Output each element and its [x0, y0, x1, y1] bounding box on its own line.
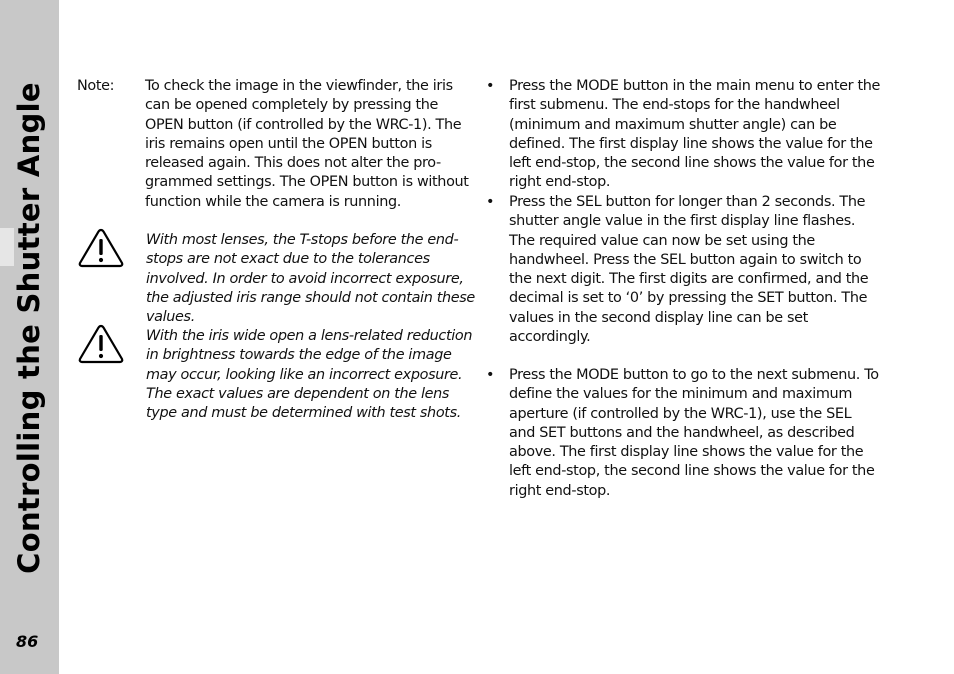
warning-text-2: With the iris wide open a lens-related reduction in brightness towards the edge of the image may occur, looking like an incorrect exposure. The exact values are dependent on the lens type and must be determined with test shots. [146, 328, 473, 422]
note-text: To check the image in the viewfinder, the iris can be opened completely by pressing the OPEN button (if controlled by the WRC-1). The iris remains open until the OPEN button is released again. This does not alter the pro-grammed settings. The OPEN button is without function while the camera is running. [145, 78, 469, 210]
chapter-title: Controlling the Shutter Angle [12, 82, 46, 574]
bullet-marker: • [486, 78, 495, 94]
warning-triangle-icon [78, 324, 124, 364]
bullet-text-1: Press the MODE button in the main menu to enter the first submenu. The end-stops for the handwheel (minimum and maximum shutter angle) can be defined. The first display line shows the value for the left end-stop, the second line shows the value for the right end-stop. [509, 78, 881, 191]
note-label: Note: [77, 78, 115, 94]
bullet-marker: • [486, 194, 495, 210]
bullet-text-2: Press the SEL button for longer than 2 seconds. The shutter angle value in the first display line flashes. The required value can now be set using the handwheel. Press the SEL button again to switch to the next digit. The first digits are confirmed, and the decimal is set to ‘0’ by pressing the SET button. The values in the second display line can be set accordingly. [509, 194, 869, 346]
warning-text-1: With most lenses, the T-stops before the end-stops are not exact due to the tolerances involved. In order to avoid incorrect exposure, the adjusted iris range should not contain these values. [146, 232, 475, 326]
page-number: 86 [16, 632, 39, 651]
bullet-marker: • [486, 367, 495, 383]
warning-triangle-icon [78, 228, 124, 268]
bullet-text-3: Press the MODE button to go to the next submenu. To define the values for the minimum and maximum aperture (if controlled by the WRC-1), use the SEL and SET buttons and the handwheel, as described above. The first display line shows the value for the left end-stop, the second line shows the value for the right end-stop. [509, 367, 879, 499]
